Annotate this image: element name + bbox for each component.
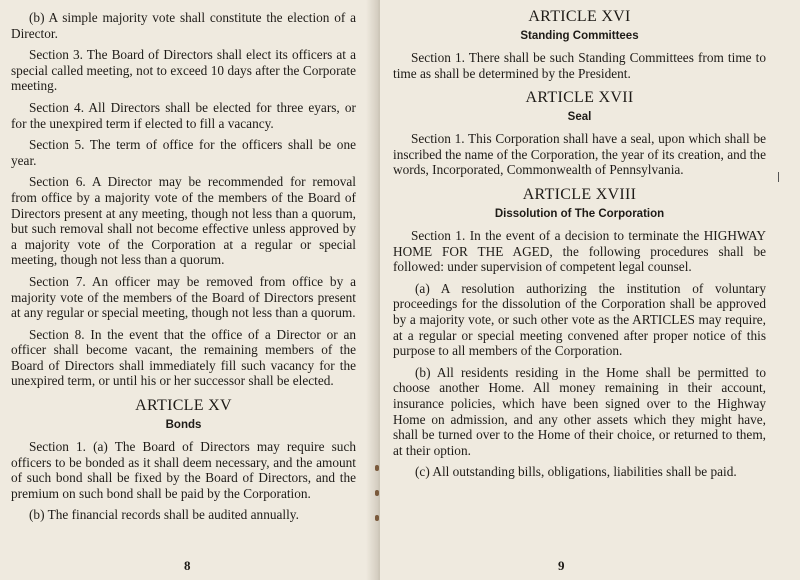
paragraph-section-6: Section 6. A Director may be recommended for removal from office by a majority vote of the members of the Board of Directors present at any meeting, though not less than a quorum, but such removal shall not become effective unless approved by a majority vote of the Corporation at a regular or special meeting, though not less than a quorum. <box>11 174 356 268</box>
paragraph-committees-section-1: Section 1. There shall be such Standing Committees from time to time as shall be determined by the President. <box>393 50 766 81</box>
paragraph-section-7: Section 7. An officer may be removed from office by a majority vote of the members of the Board of Directors present at any regular or special meeting, though not less than a quorum. <box>11 273 356 321</box>
article-xvii-title: ARTICLE XVII <box>525 89 634 107</box>
article-xviii-title: ARTICLE XVIII <box>522 185 637 203</box>
paragraph-dissolution-section-1: Section 1. In the event of a decision to terminate the HIGHWAY HOME FOR THE AGED, the following procedures shall be followed: under supervision of competent legal counsel. <box>393 227 766 275</box>
article-xviii-subtitle: Dissolution of The Corporation <box>494 207 665 220</box>
paragraph-director-election: (b) A simple majority vote shall constitute the election of a Director. <box>11 10 356 41</box>
paragraph-dissolution-b: (b) All residents residing in the Home shall be permitted to choose another Home. All money remaining in their account, insurance policies, which have been signed over to the Highway Home on admission, and any other assets which they might have, shall be turned over to the Home of their choice, or returned to them, at their option. <box>393 364 766 458</box>
right-page <box>380 0 800 580</box>
article-xvii-subtitle: Seal <box>567 111 592 124</box>
paragraph-dissolution-c: (c) All outstanding bills, obligations, liabilities shall be paid. <box>415 464 737 480</box>
article-xvi-title: ARTICLE XVI <box>528 8 631 25</box>
article-xv-subtitle: Bonds <box>165 419 202 432</box>
paragraph-section-8: Section 8. In the event that the office of a Director or an officer shall become vacant, the remaining members of the Board of Directors shall immediately fill such vacancy for the unexpired term, or until his or her successor shall be elected. <box>11 326 356 389</box>
article-xv-title: ARTICLE XV <box>135 397 232 415</box>
margin-mark <box>778 172 779 182</box>
paragraph-seal-section-1: Section 1. This Corporation shall have a seal, upon which shall be inscribed the name of the Corporation, the year of its creation, and the words, Incorporated, Commonwealth of Pennsylvania. <box>393 131 766 178</box>
page-number-right: 9 <box>558 558 565 573</box>
article-xvi-subtitle: Standing Committees <box>520 30 639 42</box>
binding-stitch <box>375 515 379 521</box>
paragraph-section-5: Section 5. The term of office for the officers shall be one year. <box>11 137 356 168</box>
binding-stitch <box>375 490 379 496</box>
binding-stitch <box>375 465 379 471</box>
paragraph-dissolution-a: (a) A resolution authorizing the institution of voluntary proceedings for the dissolution of the Corporation shall be approved by a majority vote, or such other vote as the ARTICLES may require, at a regular or special meeting convened after proper notice of this purpose to all members of the Corporation. <box>393 280 766 359</box>
left-page <box>0 0 378 580</box>
paragraph-section-4: Section 4. All Directors shall be elected for three eyars, or for the unexpired term if elected to fill a vacancy. <box>11 99 356 131</box>
paragraph-bonds-audit: (b) The financial records shall be audited annually. <box>29 507 299 523</box>
paragraph-bonds-section-1: Section 1. (a) The Board of Directors may require such officers to be bonded as it shall deem necessary, and the amount of such bond shall be fixed by the Board of Directors, and the premium on such bond shall be paid by the Corporation. <box>11 439 356 501</box>
paragraph-section-3: Section 3. The Board of Directors shall elect its officers at a special called meeting, not to exceed 10 days after the Corporate meeting. <box>11 47 356 94</box>
page-number-left: 8 <box>184 558 191 573</box>
